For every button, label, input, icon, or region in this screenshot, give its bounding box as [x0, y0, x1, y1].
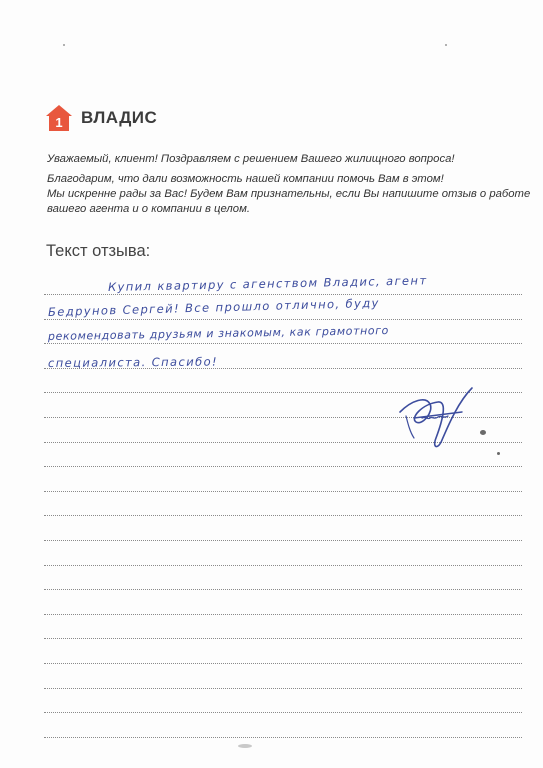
- ruled-line: [44, 466, 522, 467]
- ruled-line: [44, 737, 522, 738]
- ink-smudge: [445, 44, 447, 46]
- ink-smudge: [63, 44, 65, 46]
- thanks-line-3: вашего агента и о компании в целом.: [47, 203, 250, 215]
- greeting-line: Уважаемый, клиент! Поздравляем с решением Вашего жилищного вопроса!: [47, 153, 455, 165]
- ruled-line: [44, 343, 522, 344]
- thanks-line-2: Мы искренне рады за Вас! Будем Вам признательны, если Вы напишите отзыв о работе: [47, 188, 531, 200]
- ruled-line: [44, 491, 522, 492]
- logo-digit: 1: [55, 115, 63, 130]
- ruled-line: [44, 540, 522, 541]
- ruled-line: [44, 614, 522, 615]
- ruled-line: [44, 294, 522, 295]
- handwritten-line-2: Бедрунов Сергей! Все прошло отлично, буду: [47, 295, 380, 319]
- thanks-line-1: Благодарим, что дали возможность нашей компании помочь Вам в этом!: [47, 173, 444, 185]
- ruled-line: [44, 663, 522, 664]
- ink-smudge: [480, 430, 486, 435]
- ruled-line: [44, 712, 522, 713]
- ruled-line: [44, 565, 522, 566]
- ruled-line: [44, 688, 522, 689]
- ruled-line: [44, 638, 522, 639]
- handwritten-line-3: рекомендовать друзьям и знакомым, как грамотного: [47, 324, 390, 343]
- ink-smudge: [238, 744, 252, 748]
- ruled-line: [44, 319, 522, 320]
- brand-name: ВЛАДИС: [81, 108, 158, 127]
- handwritten-line-1: Купил квартиру с агенством Владис, агент: [107, 273, 428, 294]
- signature-image: [392, 382, 482, 462]
- handwritten-line-4: специалиста. Спасибо!: [47, 354, 219, 370]
- review-heading: Текст отзыва:: [46, 242, 151, 260]
- ruled-line: [44, 589, 522, 590]
- ruled-line: [44, 515, 522, 516]
- ink-smudge: [497, 452, 500, 455]
